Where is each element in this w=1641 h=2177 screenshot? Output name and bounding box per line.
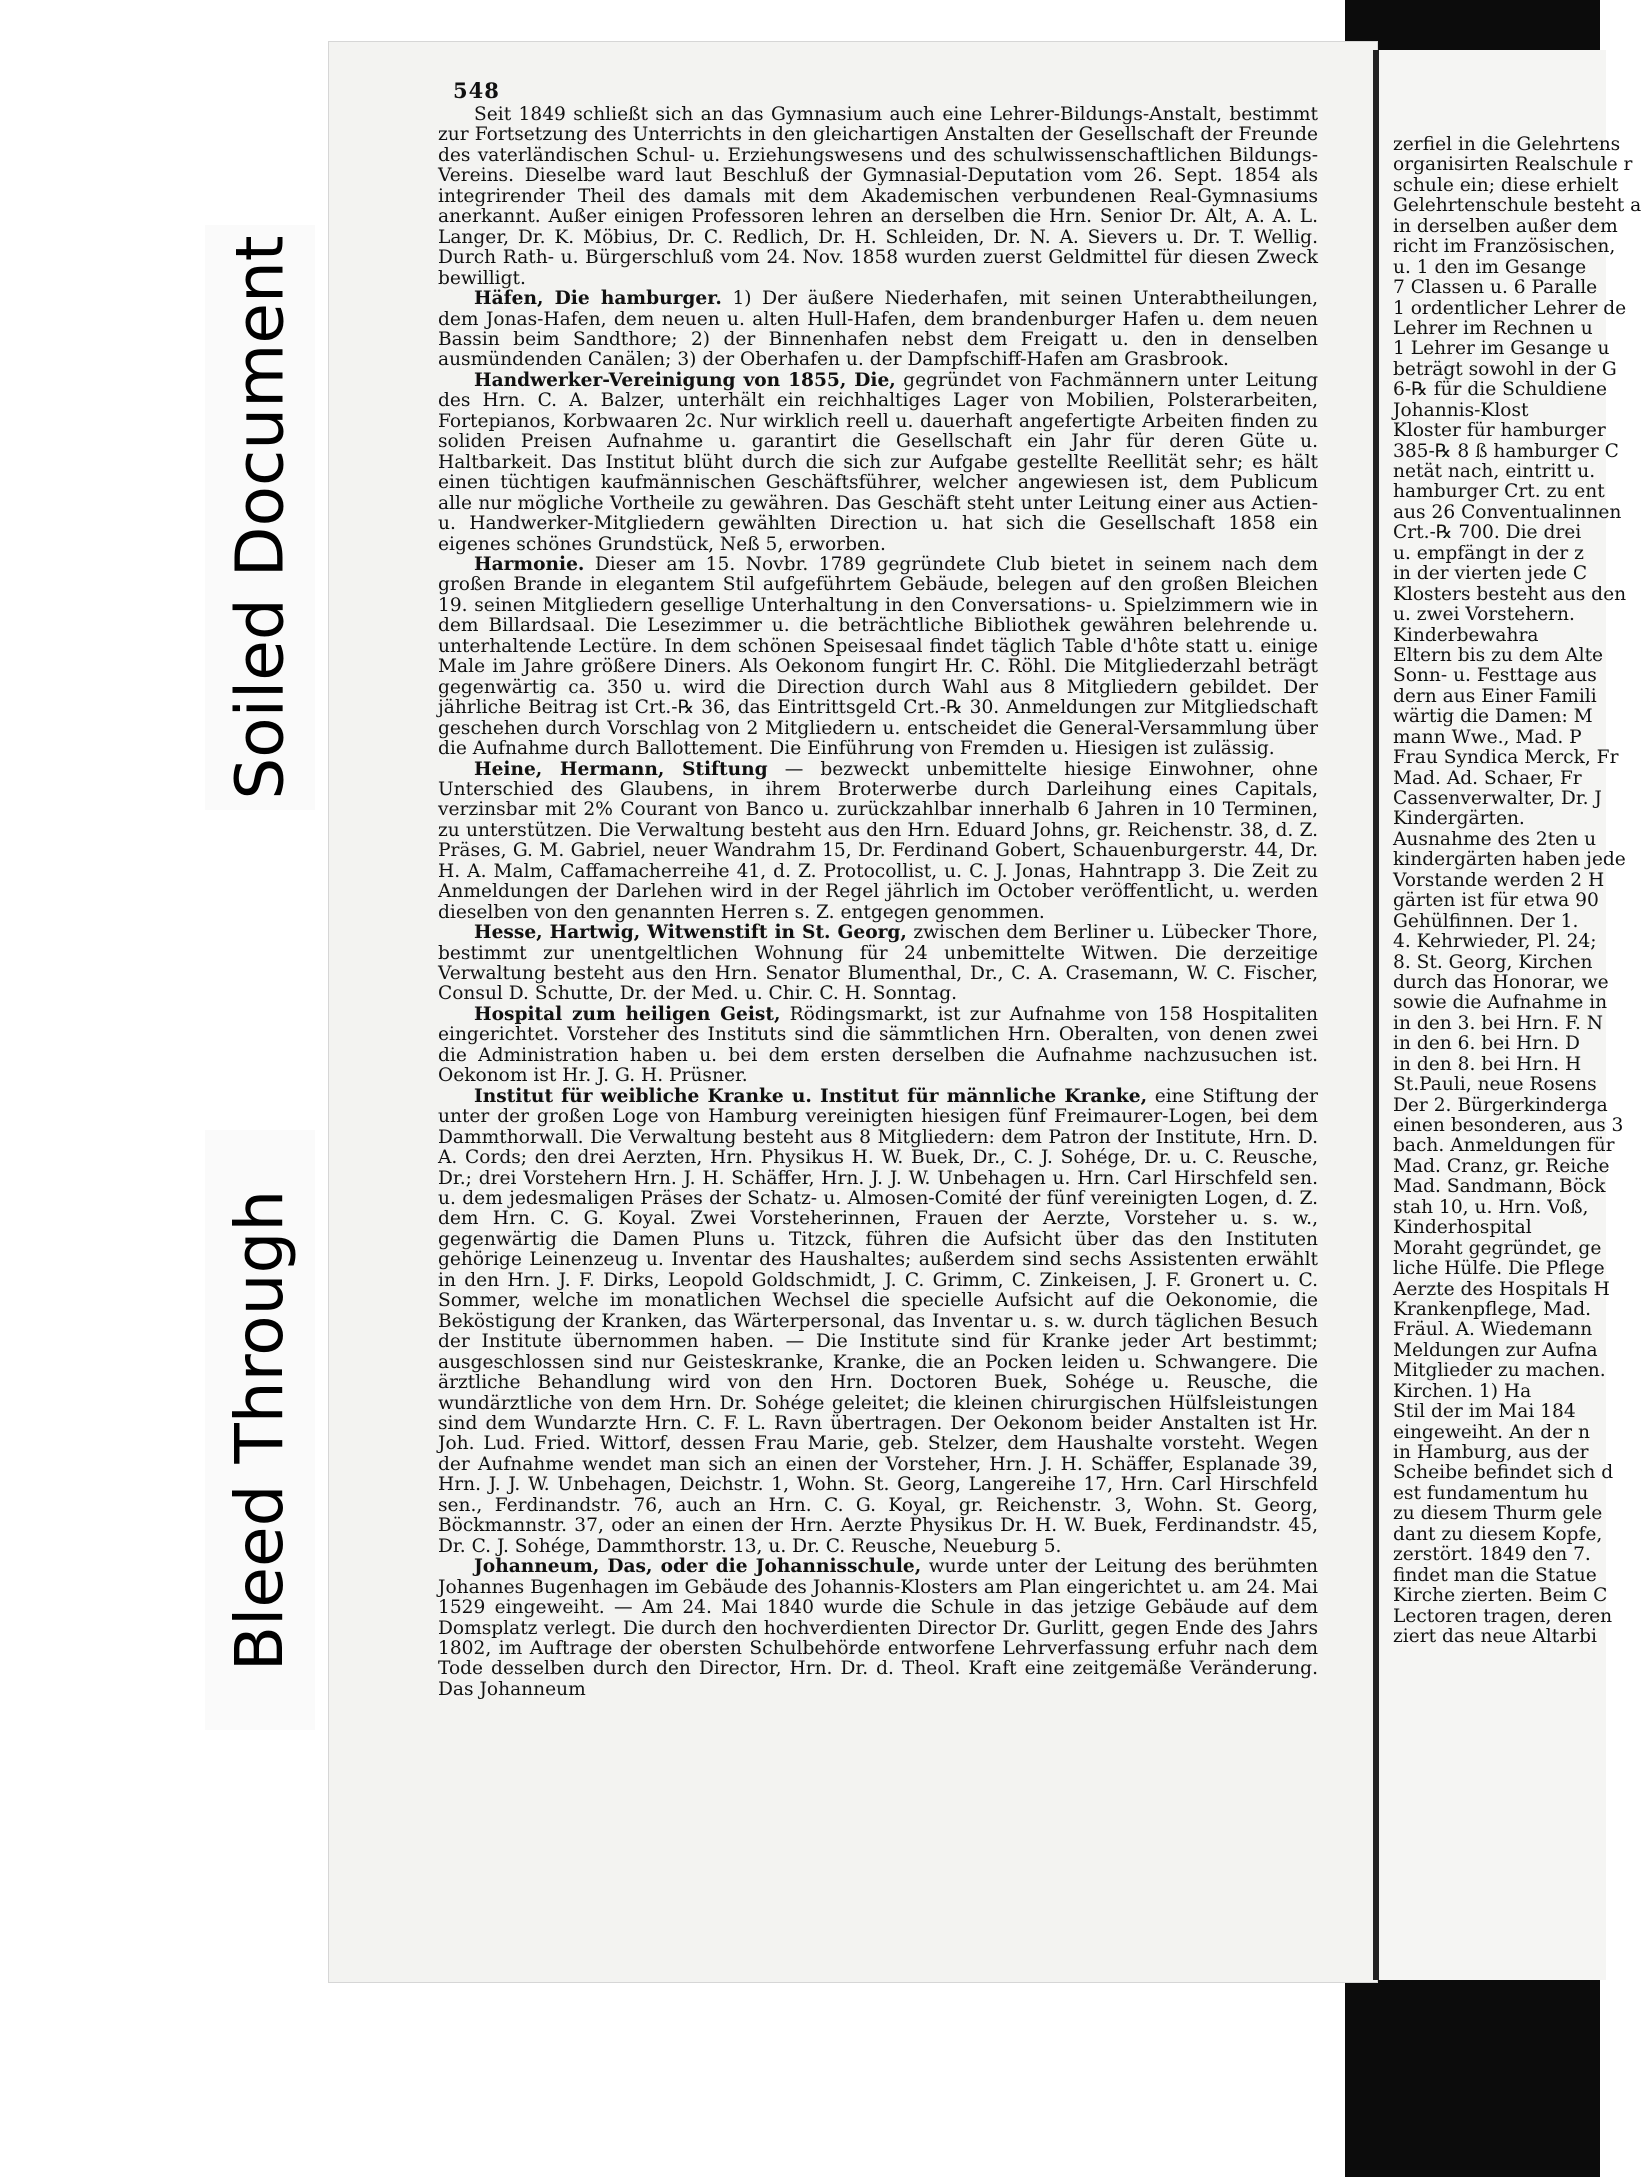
facing-line: zu diesem Thurm gele: [1393, 1503, 1603, 1525]
facing-line: 7 Classen u. 6 Paralle: [1393, 277, 1598, 299]
facing-line: Frau Syndica Merck, Fr: [1393, 747, 1619, 769]
entry-body: zwischen dem Berliner u. Lübecker Thore, bestimmt zur unentgeltlichen Wohnung für 24 unbemittelte Witwen. Die derzeitige Verwaltung besteht aus den Hrn. Senator Blumenthal, Dr., C. A. Crasemann, W. C. Fischer, Consul D. Schutte, Dr. der Med. u. Chir. C. H. Sonntag.: [438, 922, 1318, 1005]
facing-line: sowie die Aufnahme in: [1393, 992, 1608, 1014]
bleed-through-label: [205, 1130, 315, 1730]
facing-line: 4. Kehrwieder, Pl. 24;: [1393, 931, 1597, 953]
facing-line: ziert das neue Altarbi: [1393, 1625, 1597, 1647]
entry-heading: Häfen, Die hamburger.: [474, 288, 722, 310]
facing-line: est fundamentum hu: [1393, 1482, 1589, 1504]
entry-body: Dieser am 15. Novbr. 1789 gegründete Club bietet in seinem nach dem großen Brande in elegantem Stil aufgeführtem Gebäude, belegen auf den großen Bleichen 19. seinen Mitgliedern gesellige Unterhaltung in den Conversations- u. Spielzimmern wie in dem Billardsaal. Die Lesezimmer u. die beträchtliche Bibliothek gewähren belehrende u. unterhaltende Lectüre. In dem schönen Speisesaal findet täglich Table d'hôte statt u. einige Male im Jahre größere Diners. Als Oekonom fungirt Hr. C. Röhl. Die Mitgliederzahl beträgt gegenwärtig ca. 350 u. wird die Direction durch Wahl aus 8 Mitgliedern gebildet. Der jährliche Beitrag ist Crt.-℞ 36, das Eintrittsgeld Crt.-℞ 30. Anmeldungen zur Mitgliedschaft geschehen durch Vorschlag von 2 Mitgliedern u. entscheidet die General-Versammlung über die Aufnahme durch Ballottement. Die Einführung von Fremden u. Hiesigen ist zulässig.: [438, 553, 1318, 760]
facing-line: Mad. Sandmann, Böck: [1393, 1176, 1606, 1198]
facing-line: u. 1 den im Gesange: [1393, 256, 1587, 278]
facing-line: Der 2. Bürgerkinderga: [1393, 1094, 1608, 1116]
facing-line: 1 ordentlicher Lehrer de: [1393, 297, 1627, 319]
facing-line: in den 6. bei Hrn. D: [1393, 1033, 1580, 1055]
facing-line: Mitglieder zu machen.: [1393, 1360, 1606, 1382]
facing-line: Kinderbewahra: [1393, 624, 1539, 646]
facing-line: organisirten Realschule r: [1393, 154, 1633, 176]
facing-line: wärtig die Damen: M: [1393, 706, 1593, 728]
facing-line: Scheibe befindet sich d: [1393, 1462, 1614, 1484]
facing-line: Crt.-℞ 700. Die drei: [1393, 522, 1582, 544]
facing-line: Mad. Cranz, gr. Reiche: [1393, 1155, 1610, 1177]
facing-line: stah 10, u. Hrn. Voß,: [1393, 1196, 1589, 1218]
facing-line: Lehrer im Rechnen u: [1393, 317, 1593, 339]
entry-heading: Harmonie.: [474, 553, 585, 575]
facing-line: Gehülfinnen. Der 1.: [1393, 910, 1579, 932]
entry-body: eine Stiftung der unter der großen Loge von Hamburg vereinigten hiesigen fünf Freimaurer-Logen, bei dem Dammthorwall. Die Verwaltung besteht aus 8 Mitgliedern: dem Patron der Institute, Hrn. D. A. Cords; den drei Aerzten, Hrn. Physikus H. W. Buek, Dr., C. J. Sohége, Dr. u. C. Reusche, Dr.; drei Vorstehern Hrn. J. H. Schäffer, Hrn. J. J. W. Unbehagen u. Hrn. Carl Hirschfeld sen. u. dem jedesmaligen Präses der Schatz- u. Almosen-Comité der fünf vereinigten Logen, d. Z. dem Hrn. C. G. Koyal. Zwei Vorsteherinnen, Frauen der Aerzte, Vorsteher u. s. w., gegenwärtig die Damen Pluns u. Titzck, führen die Aufsicht über das den Instituten gehörige Leinenzeug u. Inventar des Haushaltes; außerdem sind sechs Assistenten erwählt in den Hrn. J. F. Dirks, Leopold Goldschmidt, J. C. Grimm, C. Zinkeisen, J. F. Gronert u. C. Sommer, welche im monatlichen Wechsel die specielle Aufsicht auf die Oekonomie, die Beköstigung der Kranken, das Wärterpersonal, das Inventar u. s. w. durch täglichen Besuch der Institute übernommen haben. — Die Institute sind für Kranke jeder Art bestimmt; ausgeschlossen sind nur Geisteskranke, Kranke, die an Pocken leiden u. Schwangere. Die ärztliche Behandlung wird von den Hrn. Doctoren Buek, Sohége u. Reusche, die wundärztliche von dem Hrn. Dr. Sohége geleitet; die kleinen chirurgischen Hülfsleistungen sind dem Wundarzte Hrn. C. F. L. Ravn übertragen. Der Oekonom beider Anstalten ist Hr. Joh. Lud. Fried. Wittorf, dessen Frau Marie, geb. Stelzer, dem Haushalte vorsteht. Wegen der Aufnahme wendet man sich an einen der Vorsteher, Hrn. J. H. Schäffer, Esplanade 39, Hrn. J. J. W. Unbehagen, Deichstr. 1, Wohn. St. Georg, Langereihe 17, Hrn. Carl Hirschfeld sen., Ferdinandstr. 76, auch an Hrn. C. G. Koyal, gr. Reichenstr. 3, Wohn. St. Georg, Böckmannstr. 37, oder an einen der Hrn. Aerzte Physikus Dr. H. W. Buek, Ferdinandstr. 45, Dr. C. J. Sohége, Dammthorstr. 13, u. Dr. C. Reusche, Neueburg 5.: [438, 1085, 1318, 1557]
entry-1: [438, 289, 1318, 371]
facing-line: kindergärten haben jede: [1393, 849, 1626, 871]
facing-line: netät nach, eintritt u.: [1393, 461, 1596, 482]
entry-body: Rödingsmarkt, ist zur Aufnahme von 158 Hospitaliten eingerichtet. Vorsteher des Instituts sind die sämmtlichen Hrn. Oberalten, von denen zwei die Administration haben u. bei dem ersten derselben die Aufnahme nachzusuchen ist. Oekonom ist Hr. J. G. H. Prüsner.: [438, 1003, 1318, 1087]
facing-line: schule ein; diese erhielt: [1393, 174, 1619, 196]
facing-line: Cassenverwalter, Dr. J: [1393, 788, 1602, 809]
soiled-document-label: [205, 225, 315, 810]
entry-0: [438, 105, 1318, 289]
entry-6: [438, 1005, 1318, 1087]
facing-line: Aerzte des Hospitals H: [1393, 1278, 1610, 1300]
facing-line: zerstört. 1849 den 7.: [1393, 1544, 1591, 1566]
entry-body: gegründet von Fachmännern unter Leitung des Hrn. C. A. Balzer, unterhält ein reichhaltiges Lager von Mobilien, Polsterarbeiten, Fortepianos, Korbwaaren 2c. Nur wirklich reell u. dauerhaft angefertigte Arbeiten finden zu soliden Preisen Aufnahme u. garantirt die Gesellschaft ein Jahr für deren Güte u. Haltbarkeit. Das Institut blüht durch die sich zur Aufgabe gestellte Reellität sehr; es hält einen tüchtigen kaufmännischen Geschäftsführer, welcher angewiesen ist, dem Publicum alle nur mögliche Vortheile zu gewähren. Das Geschäft steht unter Leitung einer aus Actien- u. Handwerker-Mitgliedern gewählten Direction u. hat sich die Gesellschaft 1858 ein eigenes schönes Grundstück, Neß 5, erworben.: [438, 369, 1318, 555]
soiled-document-text: Soiled Document: [221, 235, 299, 800]
facing-line: 6-℞ für die Schuldiene: [1393, 379, 1607, 401]
facing-line: Vorstande werden 2 H: [1393, 869, 1605, 891]
facing-line: in den 3. bei Hrn. F. N: [1393, 1012, 1604, 1034]
facing-line: Johannis-Klost: [1393, 399, 1529, 421]
entry-3: [438, 555, 1318, 760]
facing-line: Gelehrtenschule besteht a: [1393, 195, 1641, 217]
facing-line: St.Pauli, neue Rosens: [1393, 1074, 1597, 1096]
facing-line: u. zwei Vorstehern.: [1393, 604, 1575, 626]
facing-line: findet man die Statue: [1393, 1564, 1597, 1586]
page-number: 548: [453, 78, 500, 103]
facing-line: 385-℞ 8 ß hamburger C: [1393, 440, 1619, 462]
facing-line: 1 Lehrer im Gesange u: [1393, 338, 1610, 360]
facing-line: in der vierten jede C: [1393, 563, 1588, 585]
facing-line: dern aus Einer Famili: [1393, 685, 1597, 707]
entry-heading: Johanneum, Das, oder die Johannisschule,: [474, 1556, 922, 1578]
facing-line: Kloster für hamburger: [1393, 420, 1606, 442]
facing-line: in den 8. bei Hrn. H: [1393, 1053, 1582, 1075]
facing-line: liche Hülfe. Die Pflege: [1393, 1258, 1605, 1280]
facing-line: hamburger Crt. zu ent: [1393, 481, 1605, 503]
entry-heading: Institut für weibliche Kranke u. Institut für männliche Kranke,: [474, 1085, 1148, 1107]
facing-page-column: [1393, 134, 1641, 1647]
facing-line: Klosters besteht aus den: [1393, 583, 1627, 605]
facing-line: Stil der im Mai 184: [1393, 1401, 1576, 1423]
facing-line: einen besonderen, aus 3: [1393, 1115, 1624, 1136]
entry-7: [438, 1087, 1318, 1557]
facing-line: eingeweiht. An der n: [1393, 1421, 1590, 1443]
facing-line: Krankenpflege, Mad.: [1393, 1298, 1592, 1320]
facing-line: Sonn- u. Festtage aus: [1393, 665, 1597, 687]
entry-heading: Heine, Hermann, Stiftung: [474, 758, 768, 780]
facing-line: 8. St. Georg, Kirchen: [1393, 951, 1593, 973]
entry-body: — bezweckt unbemittelte hiesige Einwohner, ohne Unterschied des Glaubens, in ihrem Broterwerbe durch Darleihung eines Capitals, verzinsbar mit 2% Courant von Banco u. zurückzahlbar innerhalb 6 Jahren in 10 Terminen, zu unterstützen. Die Verwaltung besteht aus den Hrn. Eduard Johns, gr. Reichenstr. 38, d. Z. Präses, G. M. Gabriel, neuer Wandrahm 15, Dr. Ferdinand Gobert, Schauenburgerstr. 44, Dr. H. A. Malm, Caffamacherreihe 41, d. Z. Protocollist, u. C. J. Jonas, Hahntrapp 3. Die Zeit zu Anmeldungen der Darlehen wird in der Regel jährlich im October veröffentlicht, u. werden dieselben von den genannten Herren s. Z. entgegen genommen.: [438, 758, 1318, 923]
entry-heading: Hospital zum heiligen Geist,: [474, 1003, 781, 1025]
facing-line: bach. Anmeldungen für: [1393, 1135, 1615, 1157]
facing-line: Kindergärten.: [1393, 808, 1525, 830]
facing-line: Ausnahme des 2ten u: [1393, 828, 1597, 850]
facing-line: u. empfängt in der z: [1393, 542, 1584, 564]
facing-line: Meldungen zur Aufna: [1393, 1339, 1598, 1361]
facing-line: Moraht gegründet, ge: [1393, 1237, 1602, 1259]
facing-line: gärten ist für etwa 90: [1393, 890, 1599, 912]
entry-heading: Hesse, Hartwig, Witwenstift in St. Georg,: [474, 922, 907, 944]
facing-line: Mad. Ad. Schaer, Fr: [1393, 767, 1582, 789]
entry-body: Seit 1849 schließt sich an das Gymnasium auch eine Lehrer-Bildungs-Anstalt, bestimmt zur Fortsetzung des Unterrichts in den gleichartigen Anstalten der Gesellschaft der Freunde des vaterländischen Schul- u. Erziehungswesens und des schulwissenschaftlichen Bildungs-Vereins. Dieselbe ward laut Beschluß der Gymnasial-Deputation vom 26. Sept. 1854 als integrirender Theil des damals mit dem Akademischen verbundenen Real-Gymnasiums anerkannt. Außer einigen Professoren lehren an derselben die Hrn. Senior Dr. Alt, A. A. L. Langer, Dr. K. Möbius, Dr. C. Redlich, Dr. H. Schleiden, Dr. N. A. Sievers u. Dr. T. Wellig. Durch Rath- u. Bürgerschluß vom 24. Nov. 1858 wurden zuerst Geldmittel für diesen Zweck bewilligt.: [438, 104, 1318, 289]
facing-line: aus 26 Conventualinnen: [1393, 501, 1622, 523]
facing-line: Kirchen. 1) Ha: [1393, 1380, 1532, 1402]
bleed-through-text: Bleed Through: [221, 1189, 299, 1671]
entry-heading: Handwerker-Vereinigung von 1855, Die,: [474, 369, 896, 391]
facing-line: Eltern bis zu dem Alte: [1393, 644, 1604, 666]
facing-line: mann Wwe., Mad. P: [1393, 726, 1582, 748]
entry-5: [438, 923, 1318, 1005]
facing-line: in derselben außer dem: [1393, 215, 1618, 237]
entry-body: wurde unter der Leitung des berühmten Johannes Bugenhagen im Gebäude des Johannis-Klosters am Plan eingerichtet u. am 24. Mai 1529 eingeweiht. — Am 24. Mai 1840 wurde die Schule in das jetzige Gebäude auf dem Domsplatz verlegt. Die durch den hochverdienten Director Dr. Gurlitt, gegen Ende des Jahrs 1802, im Auftrage der obersten Schulbehörde entworfene Lehrverfassung erfuhr nach dem Tode desselben durch den Director, Hrn. Dr. d. Theol. Kraft eine zeitgemäße Veränderung. Das Johanneum: [438, 1556, 1318, 1700]
entry-body: 1) Der äußere Niederhafen, mit seinen Unterabtheilungen, dem Jonas-Hafen, dem neuen u. alten Hull-Hafen, dem brandenburger Hafen u. dem neuen Bassin beim Sandthore; 2) der Binnenhafen nebst dem Freigatt u. den in denselben ausmündenden Canälen; 3) der Oberhafen u. der Dampfschiff-Hafen am Grasbrook.: [438, 288, 1318, 371]
facing-line: durch das Honorar, we: [1393, 971, 1609, 993]
entry-8: [438, 1557, 1318, 1700]
facing-line: Kirche zierten. Beim C: [1393, 1585, 1608, 1607]
facing-line: in Hamburg, aus der: [1393, 1442, 1589, 1463]
facing-line: beträgt sowohl in der G: [1393, 358, 1617, 380]
entry-4: [438, 760, 1318, 924]
facing-line: dant zu diesem Kopfe,: [1393, 1523, 1603, 1545]
entry-2: [438, 371, 1318, 555]
facing-line: Lectoren tragen, deren: [1393, 1605, 1613, 1627]
main-column: [438, 105, 1318, 1700]
facing-line: Fräul. A. Wiedemann: [1393, 1319, 1593, 1341]
facing-line: Kinderhospital: [1393, 1217, 1532, 1239]
facing-line: zerfiel in die Gelehrtens: [1393, 134, 1621, 155]
facing-line: richt im Französischen,: [1393, 236, 1616, 258]
